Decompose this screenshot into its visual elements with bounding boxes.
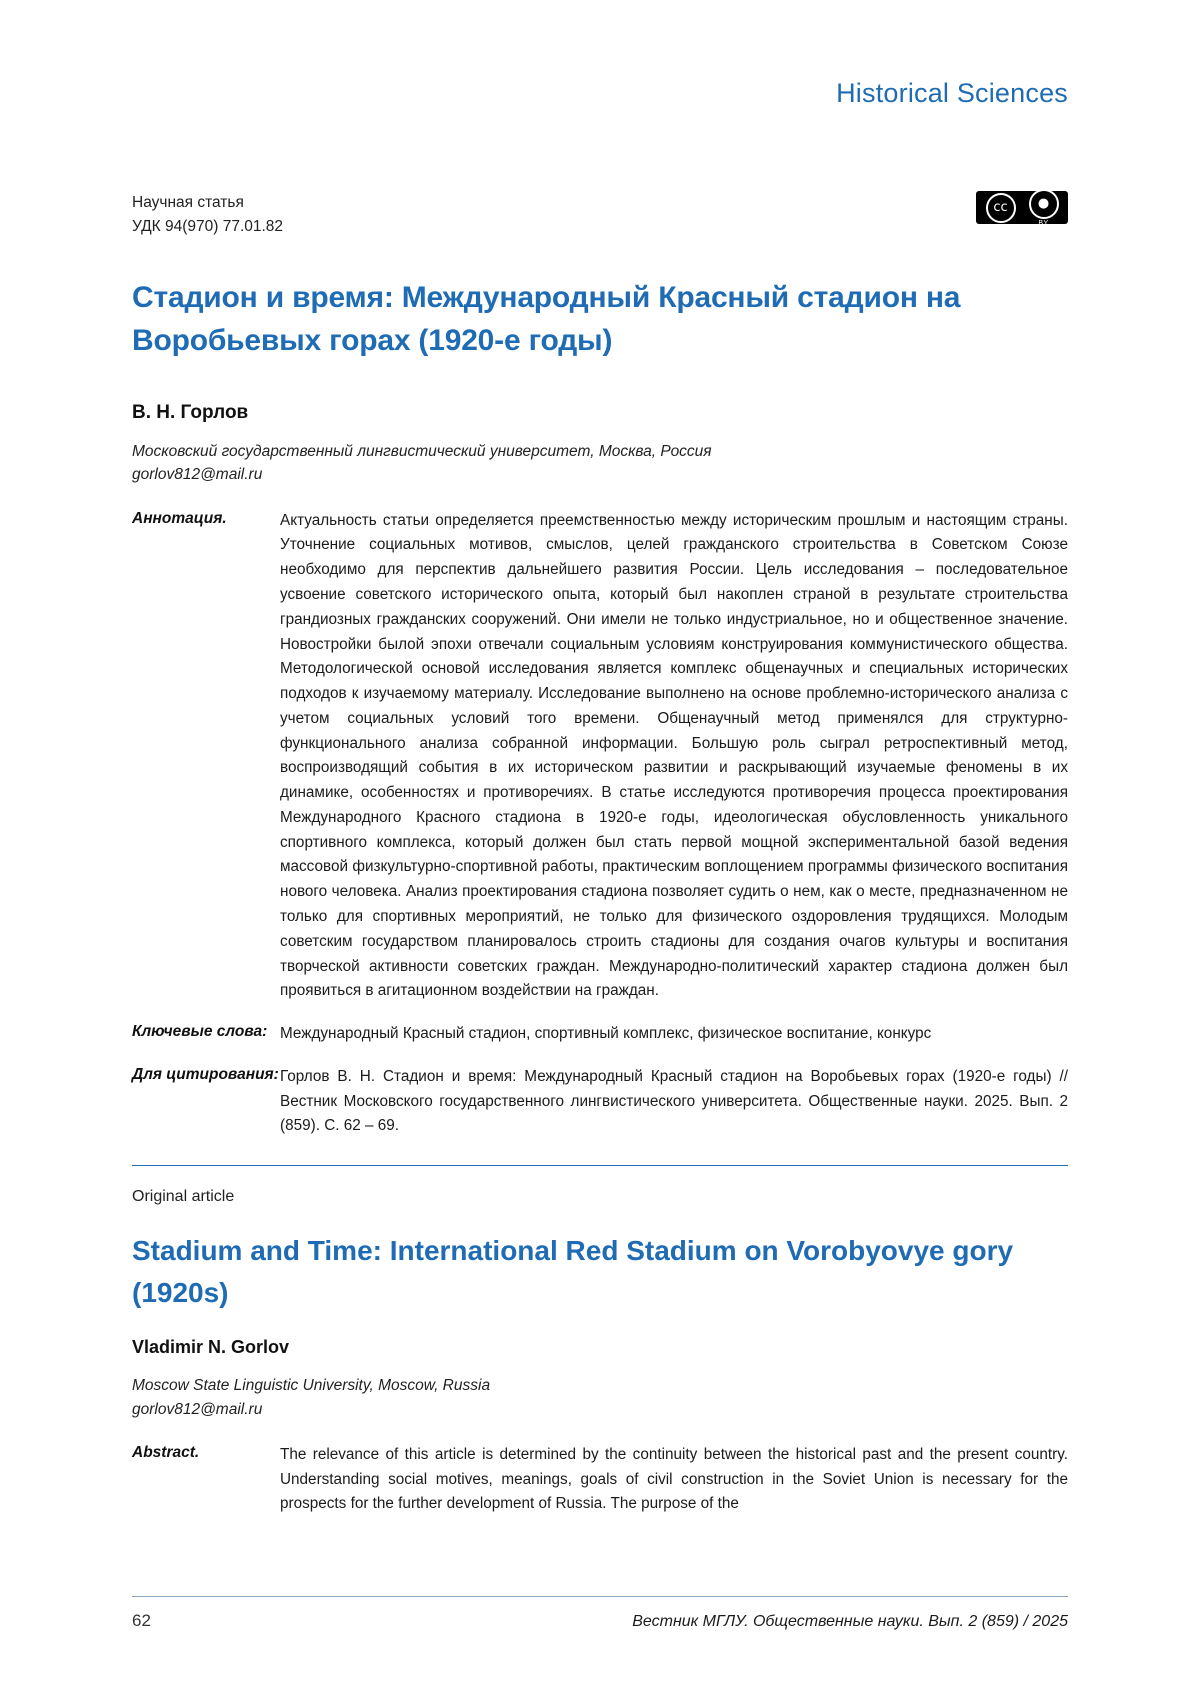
abstract-label-ru: Аннотация. <box>132 509 227 527</box>
citation-label-ru: Для цитирования: <box>132 1065 279 1083</box>
person-icon: ● <box>1029 189 1059 219</box>
section-divider <box>132 1165 1068 1166</box>
article-type-label: Научная статья <box>132 194 244 211</box>
affiliation-en: Moscow State Linguistic University, Moscow, Russia <box>132 1377 491 1395</box>
running-head: Historical Sciences <box>836 78 1068 108</box>
cc-by-label: BY <box>1038 219 1049 227</box>
keywords-text-ru: Международный Красный стадион, спортивный комплекс, физическое воспитание, конкурс <box>280 1025 932 1043</box>
citation-block-ru <box>132 1065 1068 1139</box>
cc-by-icon <box>1029 189 1059 227</box>
journal-info: Вестник МГЛУ. Общественные науки. Вып. 2 (859) / 2025 <box>632 1613 1068 1630</box>
article-meta-left <box>132 191 283 239</box>
abstract-block-en <box>132 1443 1068 1517</box>
abstract-block-ru <box>132 509 1068 1004</box>
author-ru: В. Н. Горлов <box>132 402 249 424</box>
page-title-ru: Стадион и время: Международный Красный стадион на Воробьевых горах (1920-е годы) <box>132 281 961 357</box>
udc-label: УДК 94(970) 77.01.82 <box>132 218 284 236</box>
abstract-text-ru: Актуальность статьи определяется преемственностью между историческим прошлым и настоящим страны. Уточнение социальных мотивов, смыслов, целей гражданского строительства в Советском Союзе необходимо для перспектив дальнейшего развития России. Цель исследования – последовательное усвоение советского исторического опыта, который был накоплен страной в результате строительства грандиозных гражданских сооружений. Они имели не только индустриальное, но и общественное значение. Новостройки былой эпохи отвечали социальным условиям конструирования коммунистического общества. Методологической основой исследования является комплекс общенаучных и специальных исторических подходов к изучаемому материалу. Исследование выполнено на основе проблемно-исторического анализа с учетом социальных условий того времени. Общенаучный метод применялся для структурно-функционального анализа собранной информации. Большую роль сыграл ретроспективный метод, воспроизводящий события в их историческом развитии и раскрывающий изучаемые феномены в их динамике, особенностях и противоречиях. В статье исследуются противоречия процесса проектирования Международного Красного стадиона в 1920-е годы, идеологическая обусловленность уникального спортивного комплекса, который должен был стать первой мощной экспериментальной базой ведения массовой физкультурно-спортивной работы, практическим воплощением программы физического воспитания нового человека. Анализ проектирования стадиона позволяет судить о нем, как о месте, предназначенном не только для спортивных мероприятий, не только для физического оздоровления трудящихся. Молодым советским государством планировалось строить стадионы для создания очагов культуры и воспитания творческой активности советских граждан. Международно-политический характер стадиона должен был проявиться в агитационном воздействии на граждан. <box>280 511 1068 1000</box>
page-title-en: Stadium and Time: International Red Stadium on Vorobyovye gory (1920s) <box>132 1235 1014 1309</box>
cc-icon: cc <box>986 193 1016 223</box>
abstract-text-en: The relevance of this article is determined by the continuity between the historical past and the present country. Understanding social motives, meanings, goals of civil construction in the Soviet Union is necessary for the prospects for the further development of Russia. The purpose of the <box>280 1445 1068 1513</box>
email-en: gorlov812@mail.ru <box>132 1400 263 1418</box>
keywords-block-ru <box>132 1022 1068 1047</box>
page-number: 62 <box>132 1611 151 1630</box>
citation-text-ru: Горлов В. Н. Стадион и время: Международный Красный стадион на Воробьевых горах (1920-е годы) // Вестник Московского государственного лингвистического университета. Общественные науки. 2025. Вып. 2 (859). С. 62 – 69. <box>280 1067 1068 1135</box>
affiliation-ru: Московский государственный лингвистический университет, Москва, Россия <box>132 443 712 461</box>
abstract-label-en: Abstract. <box>132 1443 200 1461</box>
author-en: Vladimir N. Gorlov <box>132 1337 290 1358</box>
page-footer <box>132 1596 1068 1631</box>
email-ru: gorlov812@mail.ru <box>132 466 263 484</box>
article-meta-row <box>132 191 1068 239</box>
footer-row <box>132 1611 1068 1631</box>
footer-divider <box>132 1596 1068 1597</box>
creative-commons-badge <box>976 191 1068 227</box>
original-article-label: Original article <box>132 1188 235 1206</box>
keywords-label-ru: Ключевые слова: <box>132 1023 268 1041</box>
